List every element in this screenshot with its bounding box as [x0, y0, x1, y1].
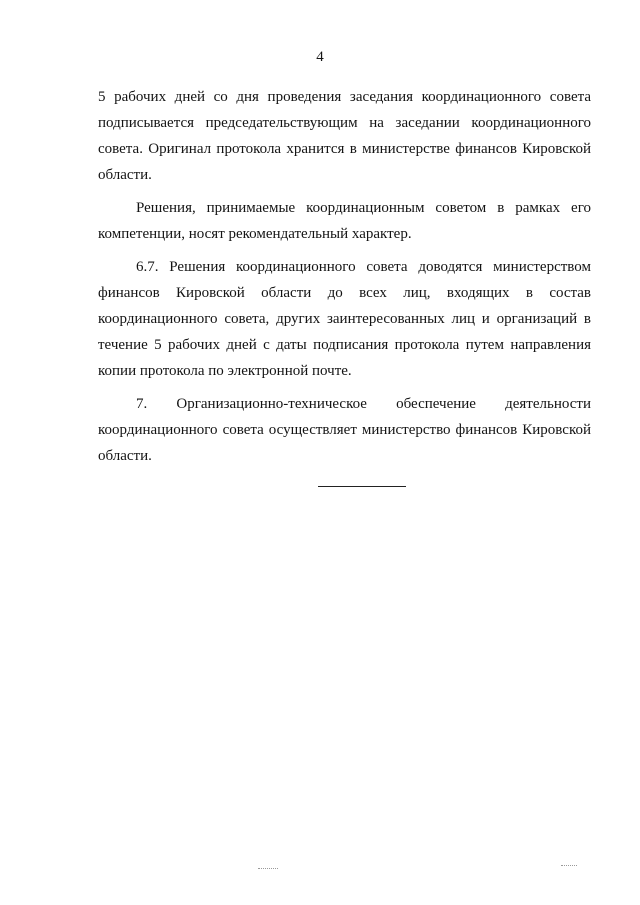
paragraph-section-6-7: 6.7. Решения координационного совета доводятся министерством финансов Кировской области до всех лиц, входящих в состав координационного совета, других заинтересованных лиц и организаций в течение 5 рабочих дней с даты подписания протокола путем направления копии протокола по электронной почте. [98, 259, 591, 379]
scan-mark [561, 865, 577, 866]
paragraph-decisions-advisory: Решения, принимаемые координационным советом в рамках его компетенции, носят рекомендательный характер. [98, 200, 591, 242]
scan-mark [258, 868, 278, 869]
document-body [98, 84, 591, 476]
paragraph-section-7: 7. Организационно-техническое обеспечение деятельности координационного совета осуществляет министерство финансов Кировской области. [98, 396, 591, 464]
page-number: 4 [316, 49, 324, 65]
end-separator-line [318, 486, 406, 487]
paragraph-protocol-signing: 5 рабочих дней со дня проведения заседания координационного совета подписывается председательствующим на заседании координационного совета. Оригинал протокола хранится в министерстве финансов Кировской области. [98, 89, 591, 183]
